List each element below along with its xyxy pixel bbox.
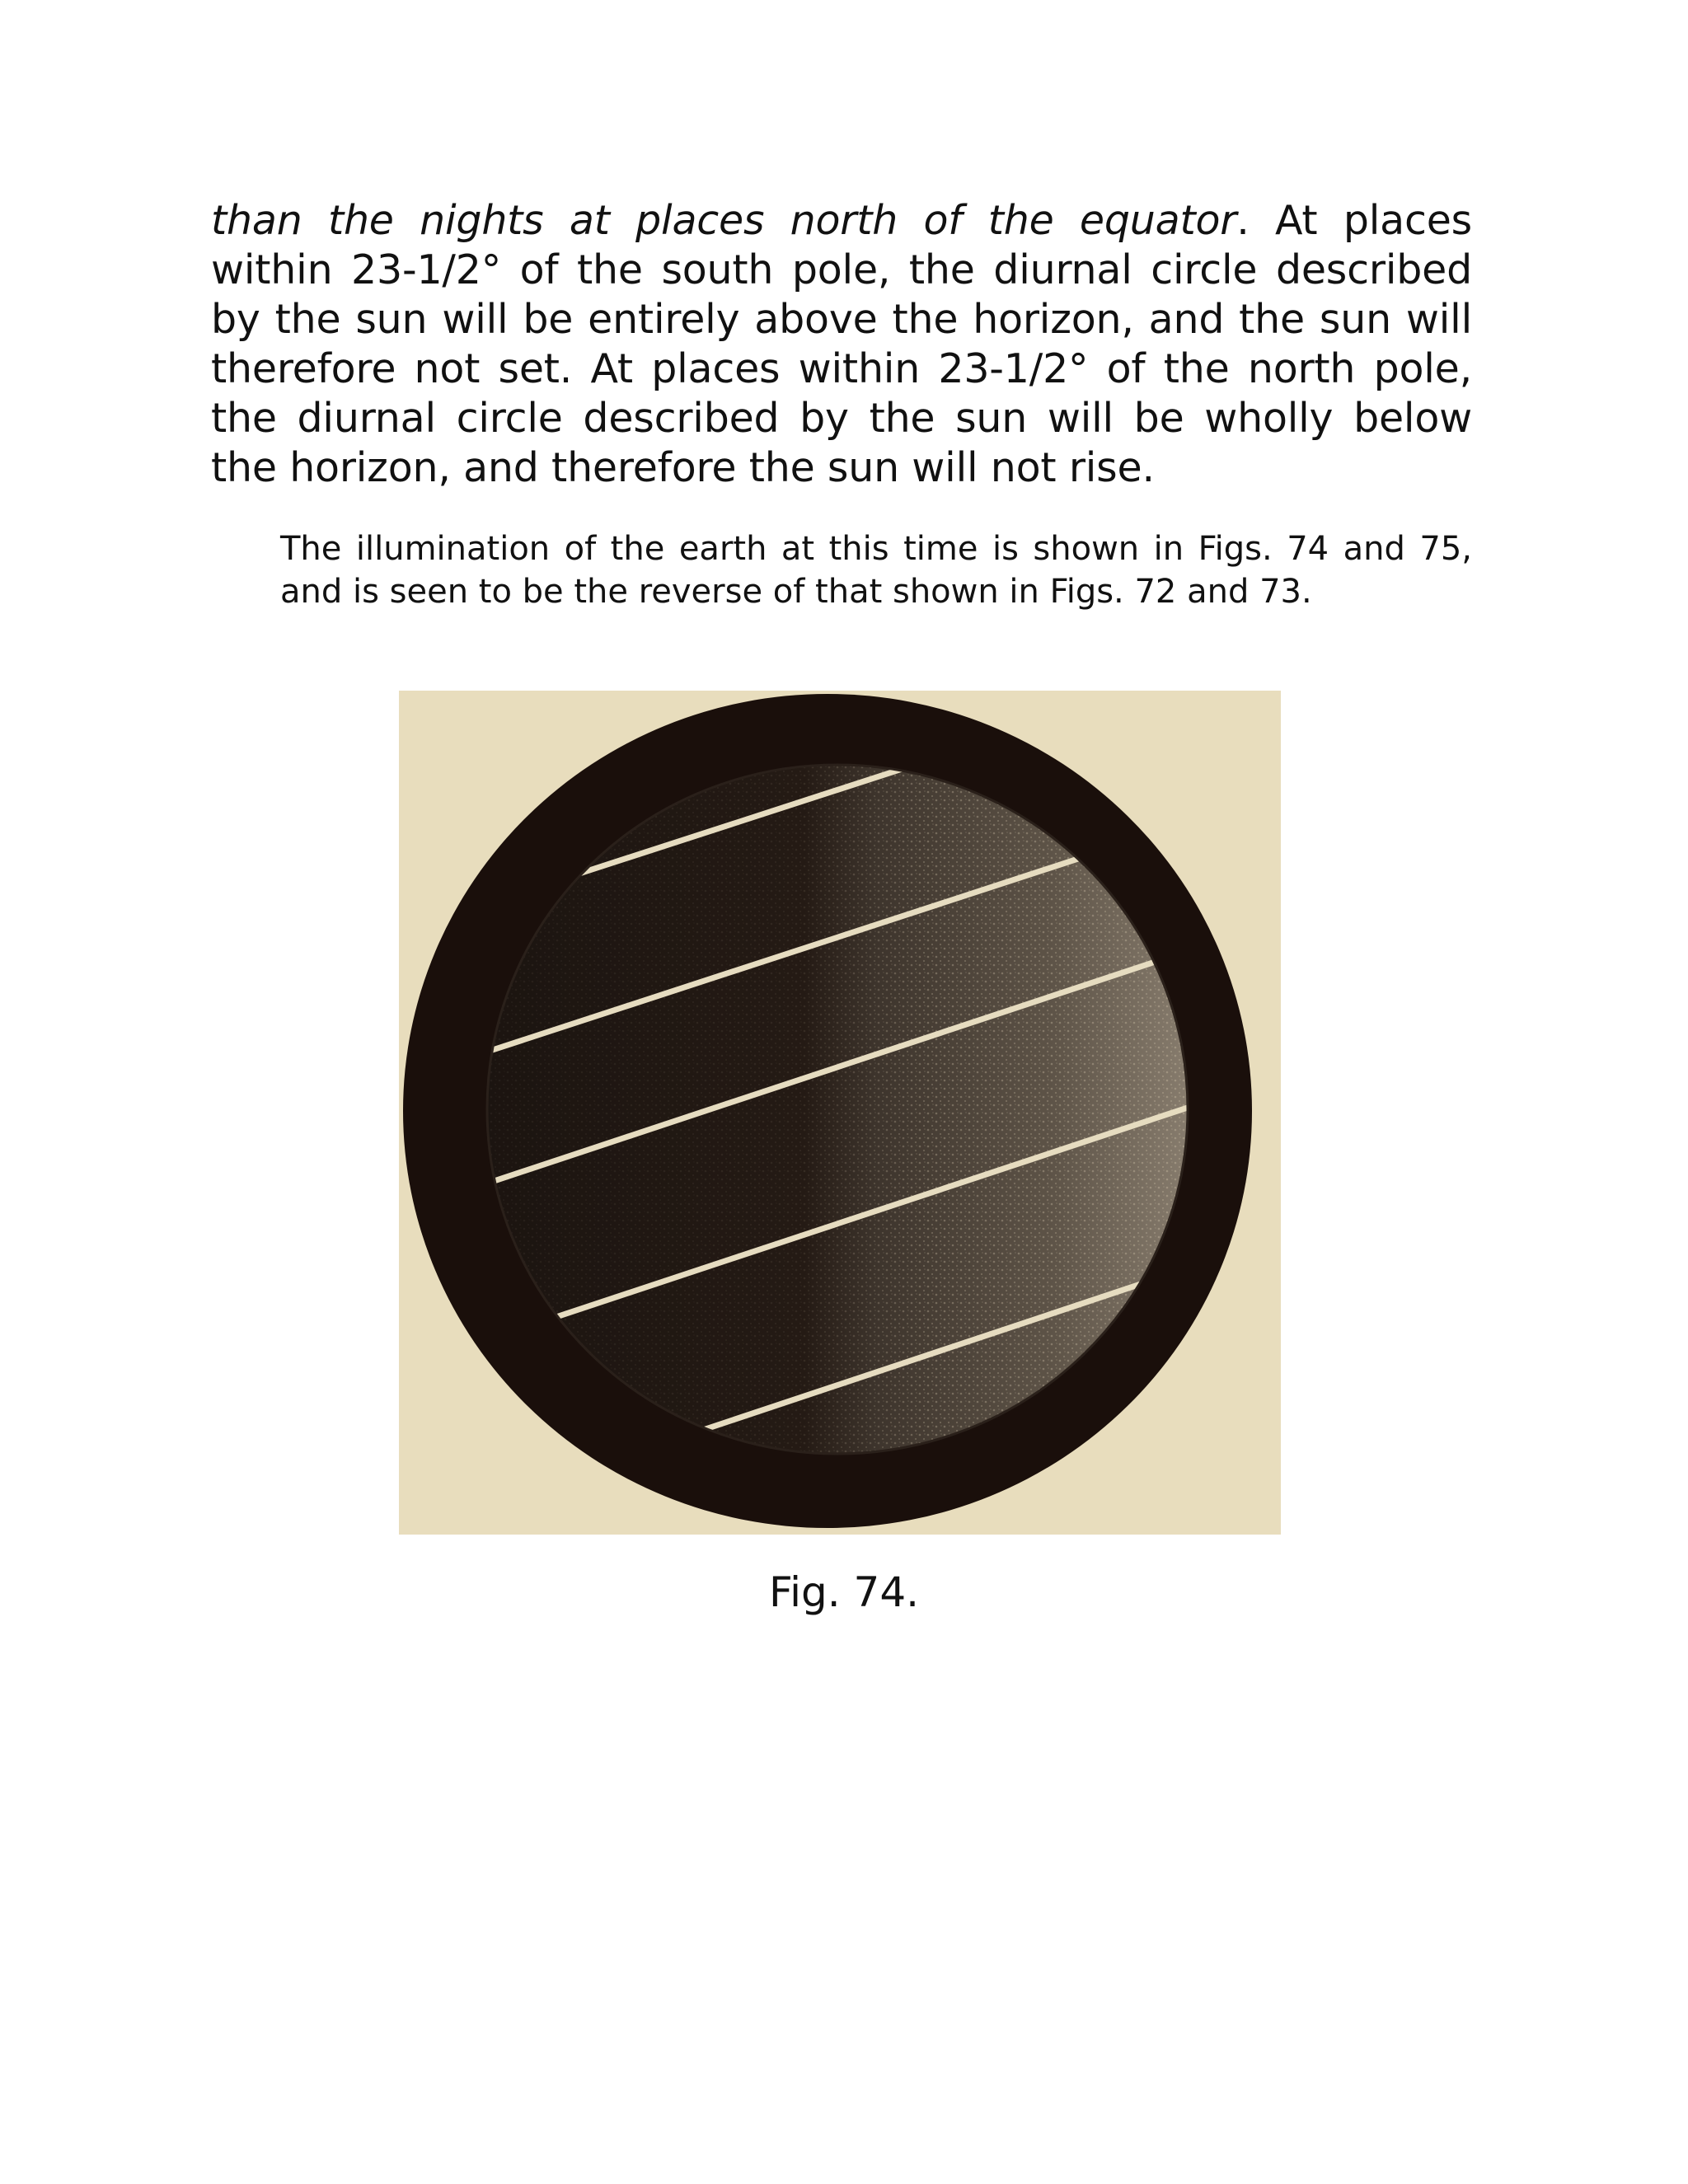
earth-illumination-figure <box>399 691 1281 1535</box>
paragraph-text: . At places within 23-1/2° of the south pole, the diurnal circle described by the sun will be entirely above the horizon, and the sun will therefore not set. At places within 23-1/2° of the north pole, the diurnal circle described by the sun will be wholly below the horizon, and therefore the sun will not rise. <box>211 197 1472 491</box>
body-paragraph <box>211 196 1472 493</box>
small-paragraph: The illumination of the earth at this time is shown in Figs. 74 and 75, and is seen to be the reverse of that shown in Figs. 72 and 73. <box>280 530 1472 611</box>
italic-phrase: than the nights at places north of the equator <box>211 197 1237 244</box>
earth-illustration <box>399 691 1281 1535</box>
figure-caption: Fig. 74. <box>768 1568 920 1616</box>
